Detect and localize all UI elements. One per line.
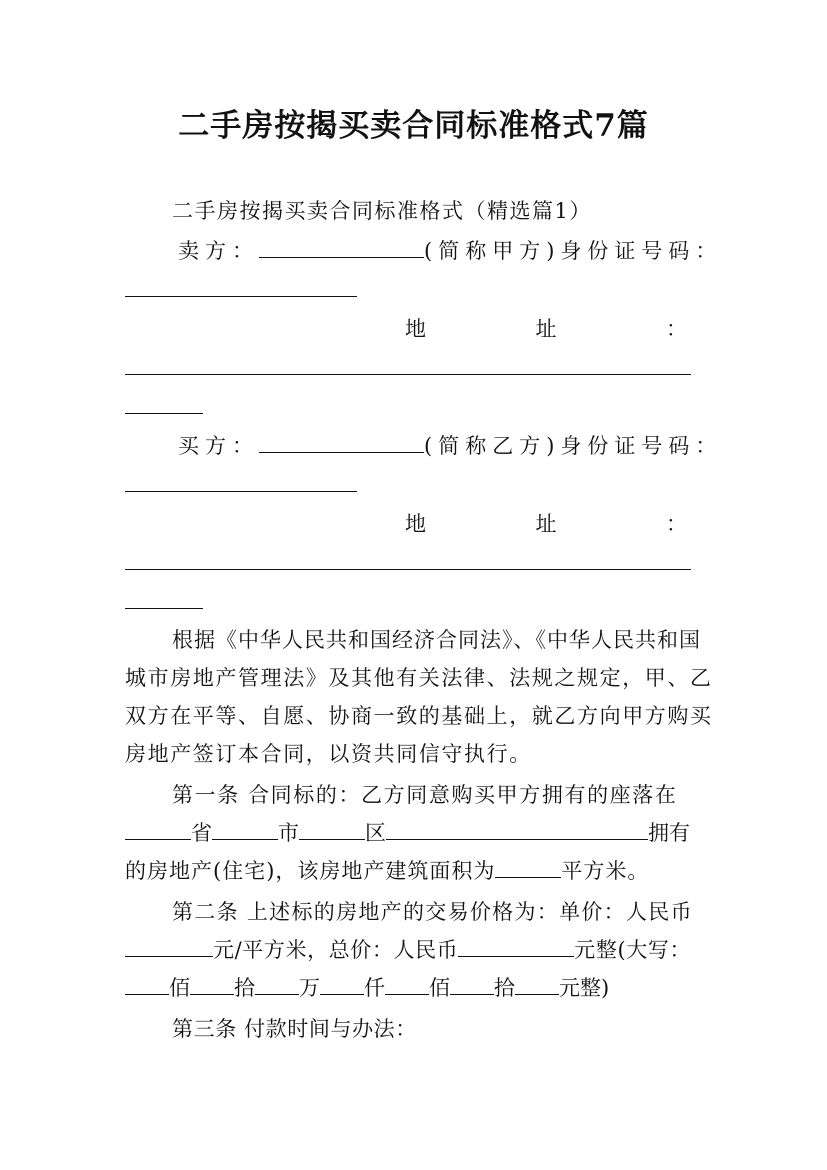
total-price-blank <box>458 938 574 957</box>
buyer-note: (简称乙方)身份证号码： <box>424 434 723 458</box>
wan-label: 万 <box>299 976 320 1000</box>
seller-address-label-2: 址 <box>535 317 557 341</box>
city-label: 市 <box>278 821 299 845</box>
seller-address-blank-cont <box>125 413 203 414</box>
buyer-label: 买方： <box>178 434 259 458</box>
buyer-address-label-1: 地 <box>405 512 426 536</box>
seller-note: (简称甲方)身份证号码： <box>424 239 723 263</box>
location-blank <box>386 821 648 840</box>
buyer-address-label-2: 址 <box>535 512 557 536</box>
intro-line-1: 根据《中华人民共和国经济合同法》、《中华人民共和国 <box>172 628 701 652</box>
yuan-blank <box>515 976 559 995</box>
province-label: 省 <box>191 821 212 845</box>
seller-address-row <box>405 314 687 344</box>
total-price-label: 元整(大写： <box>574 938 692 962</box>
document-title: 二手房按揭买卖合同标准格式7篇 <box>178 108 649 144</box>
seller-name-blank <box>259 239 424 258</box>
seller-label: 卖方： <box>178 239 259 263</box>
buyer-address-blank <box>125 569 691 570</box>
article-2-line-2 <box>125 935 691 965</box>
intro-line-3: 双方在平等、自愿、协商一致的基础上，就乙方向甲方购买 <box>125 704 713 728</box>
buyer-id-blank <box>125 491 357 492</box>
shi2-blank <box>450 976 494 995</box>
unit-price-label: 元/平方米，总价：人民币 <box>213 938 459 962</box>
seller-address-blank <box>125 374 691 375</box>
article-2-line-1: 第二条 上述标的房地产的交易价格为：单价：人民币 <box>172 900 693 924</box>
article-1-line-2 <box>125 818 690 848</box>
intro-line-4: 房地产签订本合同，以资共同信守执行。 <box>125 742 532 766</box>
province-blank <box>125 821 191 840</box>
shi2-label: 拾 <box>494 976 515 1000</box>
article-1-line-3 <box>125 856 649 886</box>
qian-blank <box>320 976 364 995</box>
buyer-address-colon: ： <box>666 512 687 536</box>
unit-price-blank <box>125 938 213 957</box>
bai-blank <box>125 976 169 995</box>
yuan-end-label: 元整) <box>559 976 610 1000</box>
intro-line-2: 城市房地产管理法》及其他有关法律、法规之规定，甲、乙 <box>125 666 713 690</box>
article-2-line-3 <box>125 973 609 1003</box>
district-label: 区 <box>365 821 386 845</box>
district-blank <box>299 821 365 840</box>
article-3-line-1: 第三条 付款时间与办法： <box>172 1017 417 1041</box>
area-suffix: 平方米。 <box>561 859 650 883</box>
buyer-address-blank-cont <box>125 608 203 609</box>
qian-label: 仟 <box>364 976 385 1000</box>
bai2-blank <box>385 976 429 995</box>
shi-blank <box>190 976 234 995</box>
seller-address-label-1: 地 <box>405 317 426 341</box>
wan-blank <box>255 976 299 995</box>
seller-line <box>178 236 722 266</box>
shi-label: 拾 <box>234 976 255 1000</box>
buyer-line <box>178 431 722 461</box>
buyer-address-row <box>405 509 687 539</box>
own-label: 拥有 <box>648 821 690 845</box>
document-subtitle: 二手房按揭买卖合同标准格式（精选篇1） <box>172 199 592 223</box>
area-prefix: 的房地产(住宅)，该房地产建筑面积为 <box>125 859 496 883</box>
seller-address-colon: ： <box>666 317 687 341</box>
seller-id-blank <box>125 296 357 297</box>
article-1-line-1: 第一条 合同标的：乙方同意购买甲方拥有的座落在 <box>172 783 678 807</box>
bai2-label: 佰 <box>429 976 450 1000</box>
city-blank <box>212 821 278 840</box>
area-blank <box>495 859 561 878</box>
bai-label: 佰 <box>169 976 190 1000</box>
buyer-name-blank <box>259 434 424 453</box>
